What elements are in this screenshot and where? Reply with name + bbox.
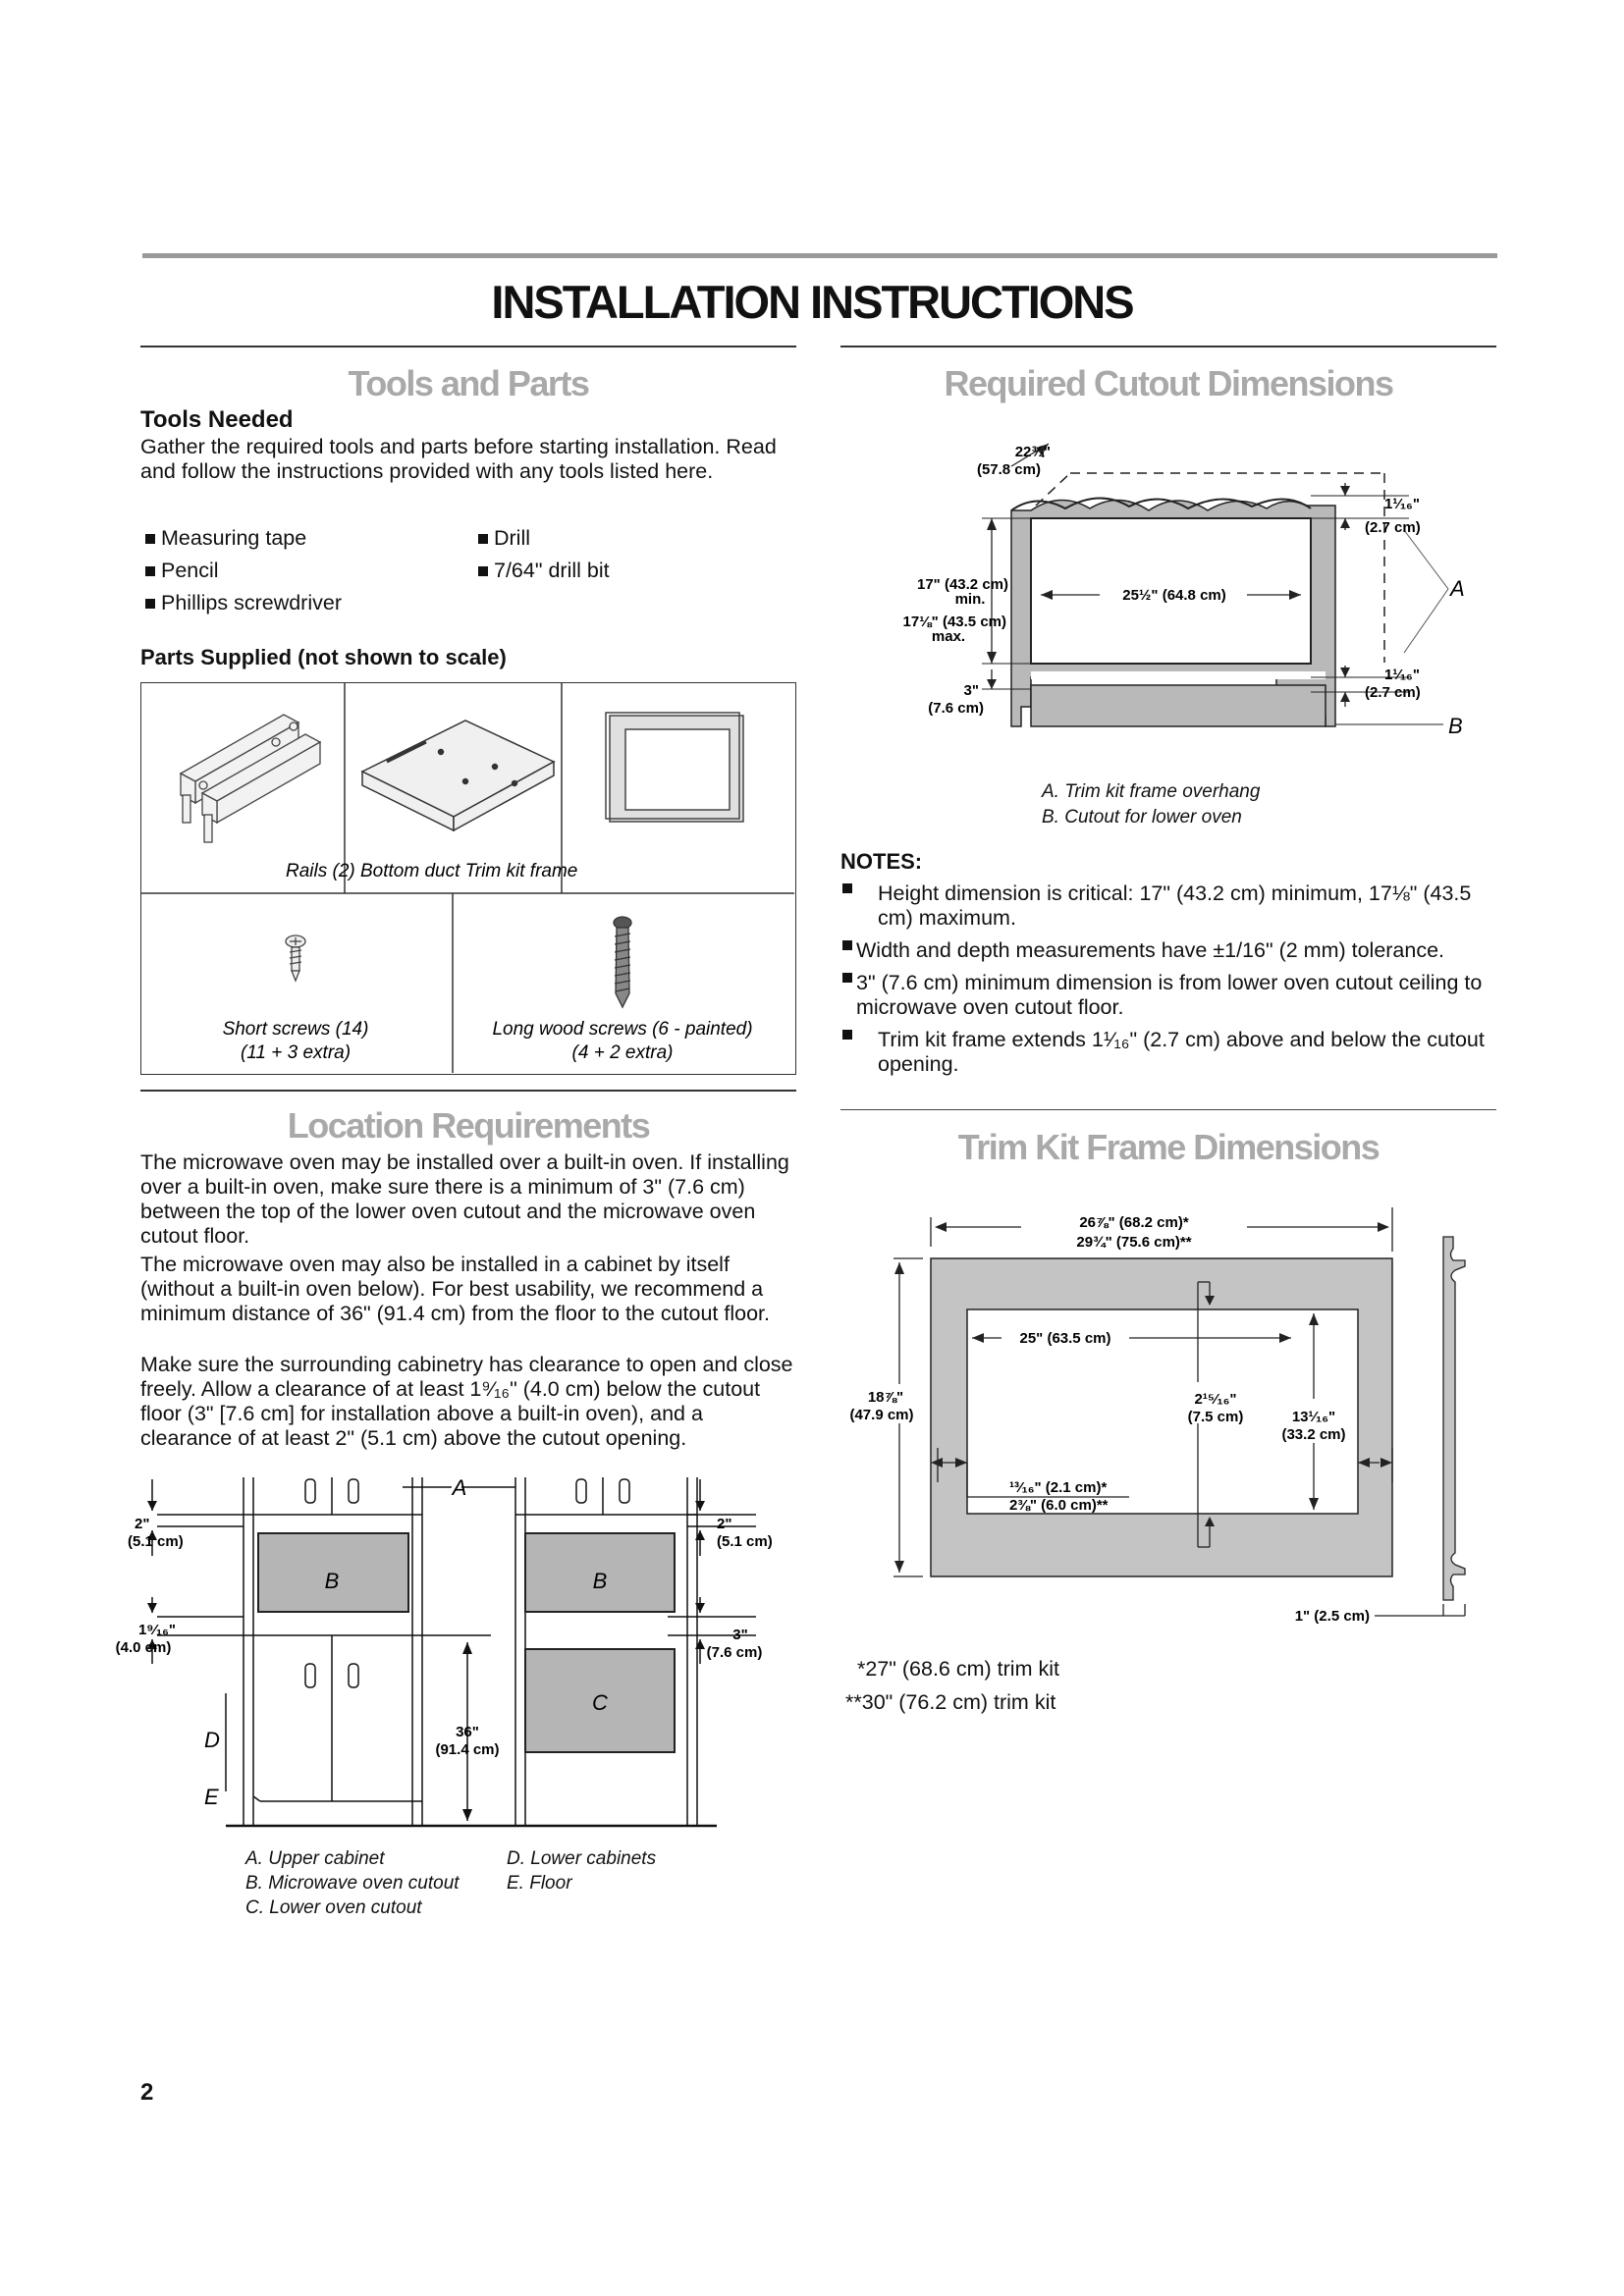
label-c: C [592,1690,608,1715]
parts-supplied-box [140,682,796,1075]
trim-heading: Trim Kit Frame Dimensions [957,1127,1380,1167]
dim-label: 2⅜" (6.0 cm)** [1009,1497,1109,1514]
cutout-diagram [864,432,1473,766]
list-item: Measuring tape [145,526,440,551]
dim-label: (57.8 cm) [976,461,1041,478]
dim-label: (2.7 cm) [1365,684,1421,701]
parts-illustration [141,683,794,1073]
legend-upper-cabinet: A. Upper cabinet [245,1848,385,1869]
dim-label: (7.6 cm) [928,700,984,717]
long-screws-caption: Long wood screws (6 - painted) [492,1019,753,1040]
label-e: E [204,1785,219,1809]
page-number: 2 [140,2079,154,2106]
dim-label: 2" [135,1516,150,1532]
dim-label: (5.1 cm) [128,1533,184,1550]
footnote-30: **30" (76.2 cm) trim kit [845,1690,1056,1714]
section-rule-cutout [840,346,1496,347]
label-b: B [1448,714,1463,738]
dim-label: 1¹⁄₁₆" [1384,496,1420,512]
list-item: Drill [478,526,773,551]
dim-label: min. [954,591,986,608]
dim-label: (4.0 cm) [115,1639,172,1656]
location-heading: Location Requirements [287,1105,650,1146]
trim-kit-frame-icon [606,713,743,822]
rails-icon [181,715,320,842]
list-item: Trim kit frame extends 1¹⁄₁₆" (2.7 cm) above and below the cutout opening. [840,1028,1496,1077]
legend-floor: E. Floor [507,1873,572,1894]
tools-parts-heading: Tools and Parts [348,363,589,403]
list-item: Phillips screwdriver [145,591,440,615]
dim-label: 17⅛" (43.5 cm) [902,614,1006,630]
section-rule-trim [840,1109,1496,1110]
cutout-heading: Required Cutout Dimensions [944,363,1393,403]
short-screws-extra: (11 + 3 extra) [240,1042,352,1063]
list-item: Height dimension is critical: 17" (43.2 cm) minimum, 17⅛" (43.5 cm) maximum. [840,881,1496,931]
dim-label: 3" [963,682,979,699]
legend-trim-overhang: A. Trim kit frame overhang [1042,781,1261,802]
legend-lower-cabinets: D. Lower cabinets [507,1848,657,1869]
dim-label: (33.2 cm) [1281,1426,1346,1443]
short-screws-caption: Short screws (14) [222,1019,369,1040]
list-item: Pencil [145,559,440,583]
tools-needed-heading: Tools Needed [140,406,294,433]
parts-row1-caption: Rails (2) Bottom duct Trim kit frame [286,861,578,881]
notes-list [840,881,1496,1077]
dim-label: 1" (2.5 cm) [1294,1608,1370,1625]
page-title: INSTALLATION INSTRUCTIONS [491,276,1133,328]
dim-label: 1¹⁄₁₆" [1384,667,1420,683]
dim-label: 17" (43.2 cm) [917,576,1008,593]
legend-microwave-cutout: B. Microwave oven cutout [245,1873,460,1894]
legend-lower-oven-cutout: C. Lower oven cutout [245,1897,422,1918]
legend-lower-oven-cutout: B. Cutout for lower oven [1042,807,1242,828]
dim-label: (2.7 cm) [1365,519,1421,536]
list-item: 3" (7.6 cm) minimum dimension is from lower oven cutout ceiling to microwave oven cutout floor. [840,971,1496,1020]
location-diagram [115,1468,805,1841]
bottom-duct-icon [362,721,554,830]
dim-label: 13¹⁄₁₆" [1291,1409,1336,1425]
dim-label: 22¾" [1014,444,1051,460]
long-screws-extra: (4 + 2 extra) [571,1042,674,1063]
dim-label: 25½" (64.8 cm) [1122,587,1226,604]
dim-label: (91.4 cm) [435,1741,500,1758]
top-rule [142,253,1497,258]
section-rule-tools [140,346,796,347]
label-d: D [204,1728,220,1752]
dim-label: 36" [456,1724,479,1740]
dim-label: ¹³⁄₁₆" (2.1 cm)* [1009,1479,1108,1496]
long-wood-screw-icon [614,917,631,1007]
dim-label: 2¹⁵⁄₁₆" [1194,1391,1237,1408]
list-item: 7/64" drill bit [478,559,773,583]
dim-label: (47.9 cm) [849,1407,914,1423]
location-paragraph-3: Make sure the surrounding cabinetry has clearance to open and close freely. Allow a clearance of at least 1⁹⁄₁₆" (4.0 cm) below the cutout floor (3" [7.6 cm] for installation above a built-in oven), and a clearance of at least 2" (5.1 cm) above the cutout opening. [140,1353,793,1450]
label-a: A [1450,576,1465,601]
label-b: B [592,1569,608,1593]
dim-label: 26⅞" (68.2 cm)* [1079,1214,1189,1231]
lower-oven-cutout [1031,685,1326,726]
section-rule-location [140,1090,796,1092]
trim-frame-diagram [844,1198,1492,1629]
dim-label: (5.1 cm) [717,1533,773,1550]
label-b: B [324,1569,340,1593]
dim-label: 29¾" (75.6 cm)** [1076,1234,1192,1251]
tools-intro: Gather the required tools and parts before starting installation. Read and follow the instructions provided with any tools listed here. [140,435,777,483]
trim-side-profile [1443,1237,1465,1600]
tools-list-col1 [145,526,440,615]
dim-label: (7.5 cm) [1187,1409,1244,1425]
dim-label: 25" (63.5 cm) [1019,1330,1111,1347]
dim-label: 18⅞" [867,1389,904,1406]
parts-supplied-heading: Parts Supplied (not shown to scale) [140,645,507,669]
dim-label: (7.6 cm) [706,1644,763,1661]
label-a: A [452,1475,467,1500]
short-screw-icon [286,935,305,981]
location-paragraph-1: The microwave oven may be installed over a built-in oven. If installing over a built-in oven, make sure there is a minimum of 3" (7.6 cm) between the top of the lower oven cutout and the microwave oven cutout floor. [140,1150,789,1248]
tools-list-col2 [478,526,773,583]
dim-label: max. [931,628,966,645]
dim-label: 3" [732,1627,748,1643]
dim-label: 1⁹⁄₁₆" [137,1622,177,1638]
footnote-27: *27" (68.6 cm) trim kit [857,1657,1059,1681]
location-paragraph-2: The microwave oven may also be installed in a cabinet by itself (without a built-in oven below). For best usability, we recommend a minimum distance of 36" (91.4 cm) from the floor to the cutout floor. [140,1253,770,1325]
dim-label: 2" [717,1516,732,1532]
notes-heading: NOTES: [840,849,923,874]
list-item: Width and depth measurements have ±1/16" (2 mm) tolerance. [840,938,1496,963]
